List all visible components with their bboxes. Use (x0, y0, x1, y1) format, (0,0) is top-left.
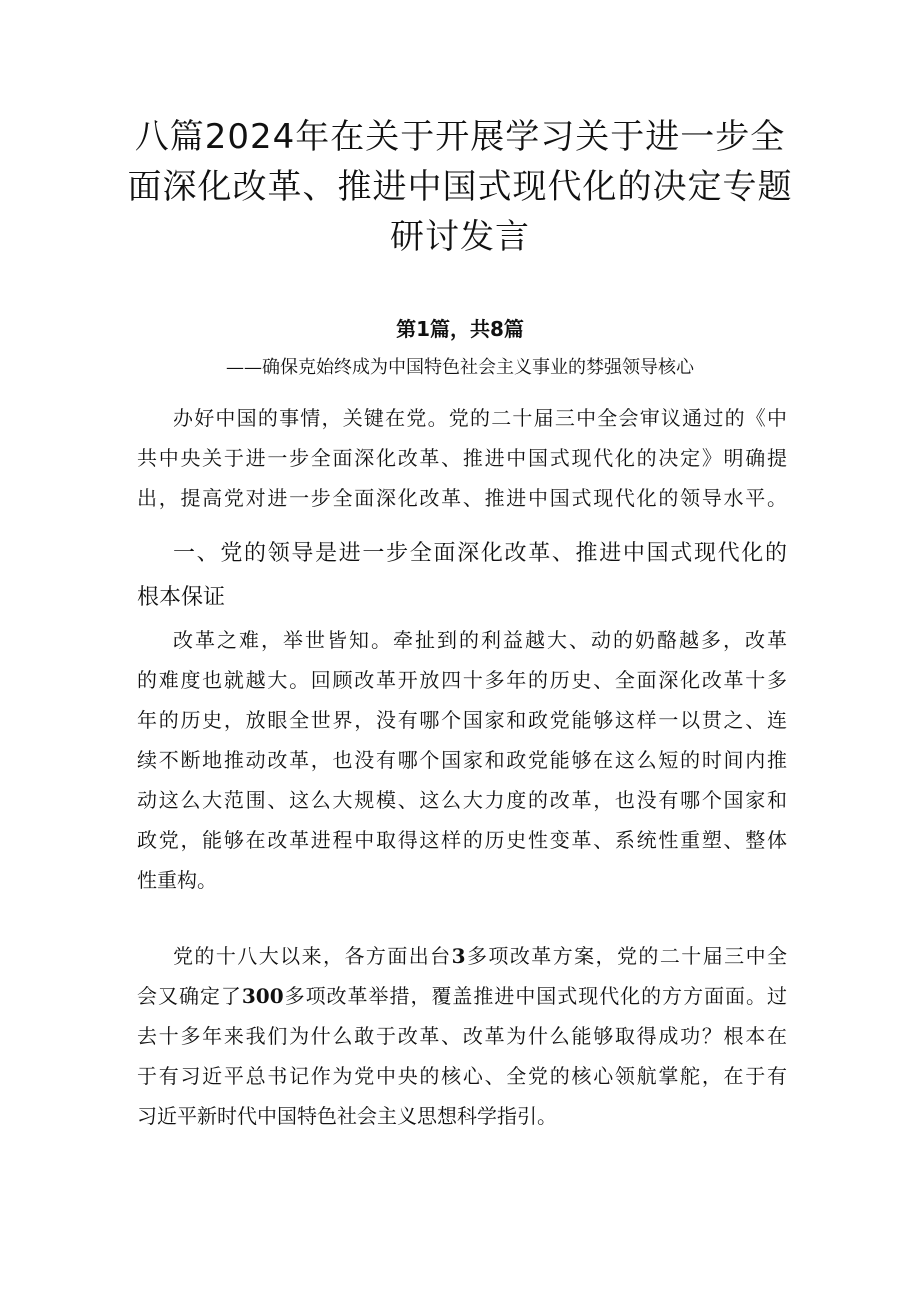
section-heading-line: 一、党的领导是进一步全面深化改革、推进中国式现代化的 (173, 541, 787, 566)
paragraph-line: 年的历史，放眼全世界，没有哪个国家和政党能够这样一以贯之、连 (137, 708, 787, 732)
number-highlight: 3 (451, 944, 466, 968)
paragraph-line: 续不断地推动改革，也没有哪个国家和政党能够在这么短的时间内推 (137, 748, 787, 772)
section-heading-line: 根本保证 (137, 585, 226, 610)
text-segment: 会又确定了 (137, 984, 242, 1008)
paragraph-line: 政党，能够在改革进程中取得这样的历史性变革、系统性重塑、整体 (137, 828, 787, 852)
paragraph-line: 动这么大范围、这么大规模、这么大力度的改革，也没有哪个国家和 (137, 788, 787, 812)
paragraph-line: 于有习近平总书记作为党中央的核心、全党的核心领航掌舵，在于有 (137, 1064, 787, 1088)
paragraph-2 (137, 936, 787, 1136)
paragraph-line (137, 936, 787, 976)
paragraph-line: 习近平新时代中国特色社会主义思想科学指引。 (137, 1104, 557, 1128)
title-line: 研讨发言 (390, 217, 530, 257)
paragraph-line: 出，提高党对进一步全面深化改革、推进中国式现代化的领导水平。 (137, 486, 787, 510)
text-segment: 多项改革举措，覆盖推进中国式现代化的方方面面。过 (283, 984, 788, 1008)
motto-line: ——确保克始终成为中国特色社会主义事业的棼强领导核心 (226, 357, 694, 378)
paragraph-line: 改革之难，举世皆知。牵扯到的利益越大、动的奶酪越多，改革 (173, 628, 787, 652)
text-segment: 党的十八大以来，各方面出台 (173, 944, 452, 968)
paragraph-line: 办好中国的事情，关键在党。党的二十届三中全会审议通过的《中 (173, 406, 787, 430)
title-line: 八篇2024年在关于开展学习关于进一步全 (134, 117, 786, 157)
document-title (120, 112, 800, 262)
article-counter: 第1篇，共8篇 (396, 317, 524, 341)
paragraph-line: 的难度也就越大。回顾改革开放四十多年的历史、全面深化改革十多 (137, 668, 787, 692)
text-segment: 多项改革方案，党的二十届三中全 (465, 944, 788, 968)
paragraph-line (137, 976, 787, 1016)
paragraph-line: 去十多年来我们为什么敢于改革、改革为什么能够取得成功？根本在 (137, 1024, 787, 1048)
section-heading (137, 532, 787, 620)
paragraph-line: 性重构。 (137, 868, 217, 892)
paragraph-1 (137, 620, 787, 900)
title-line: 面深化改革、推进中国式现代化的决定专题 (127, 167, 793, 207)
intro-paragraph (137, 398, 787, 518)
paragraph-line: 共中央关于进一步全面深化改革、推进中国式现代化的决定》明确提 (137, 446, 787, 470)
number-highlight: 300 (241, 984, 284, 1008)
